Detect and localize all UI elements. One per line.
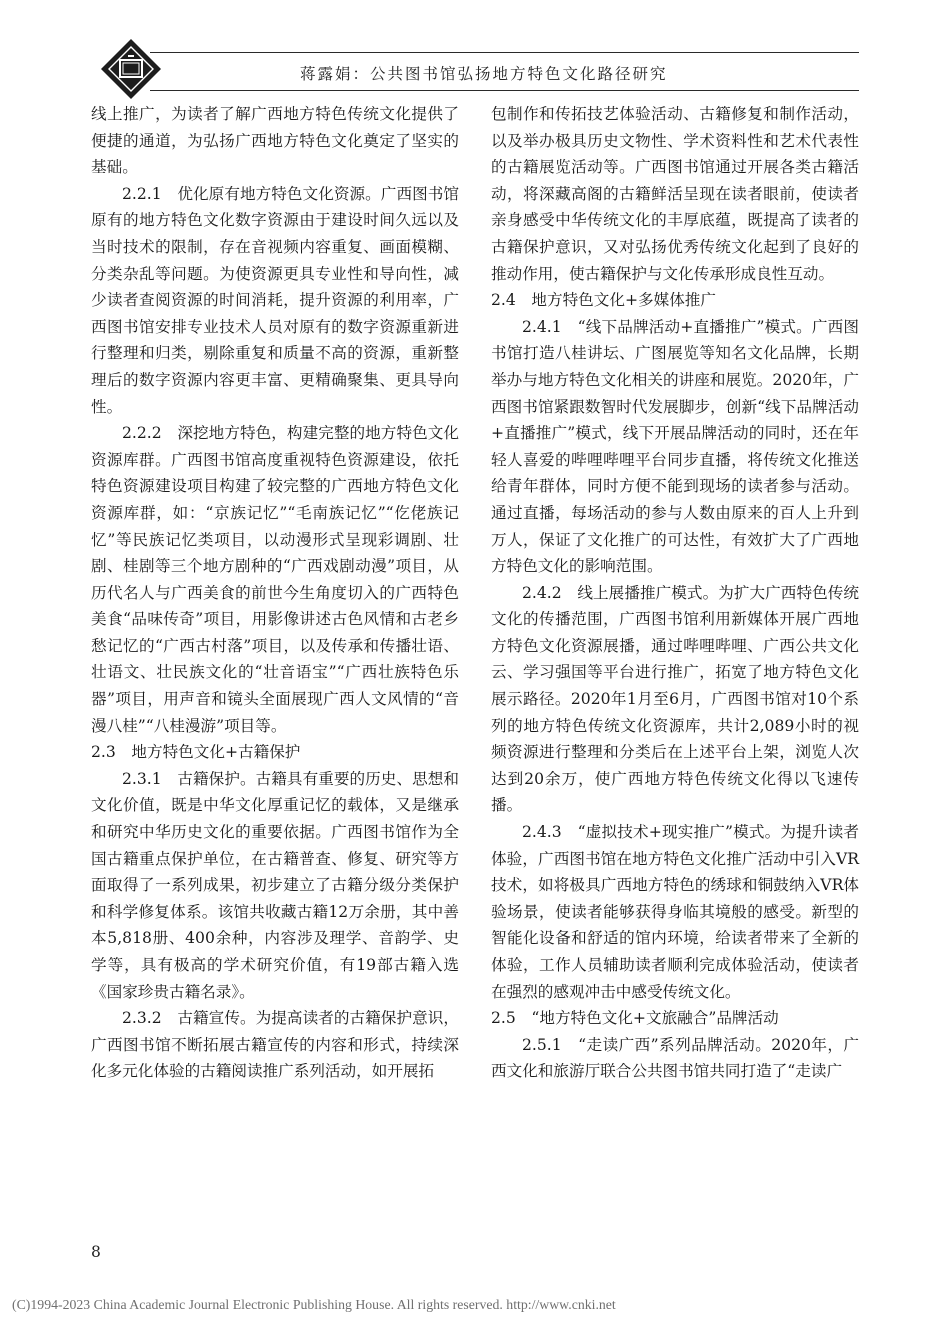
paragraph-2-4-1: 2.4.1 “线下品牌活动+直播推广”模式。广西图书馆打造八桂讲坛、广图展览等知名文化品牌，长期举办与地方特色文化相关的讲座和展览。2020年，广西图书馆紧跟数智时代发展脚步，创新“线下品牌活动+直播推广”模式，线下开展品牌活动的同时，还在年轻人喜爱的哔哩哔哩平台同步直播，将传统文化推送给青年群体，同时方便不能到现场的读者参与活动。通过直播，每场活动的参与人数由原来的百人上升到万人，保证了文化推广的可达性，有效扩大了广西地方特色文化的影响范围。 <box>491 317 859 576</box>
header-rule-top <box>150 52 859 53</box>
header-rule-bottom <box>150 90 859 91</box>
paragraph-2-3-2: 2.3.2 古籍宣传。为提高读者的古籍保护意识，广西图书馆不断拓展古籍宣传的内容和形式，持续深化多元化体验的古籍阅读推广系列活动，如开展拓 <box>91 1009 459 1081</box>
paragraph: 包制作和传拓技艺体验活动、古籍修复和制作活动，以及举办极具历史文物性、学术资料性和艺术代表性的古籍展览活动等。广西图书馆通过开展各类古籍活动，将深藏高阁的古籍鲜活呈现在读者眼前，使读者亲身感受中华传统文化的丰厚底蕴，既提高了读者的古籍保护意识，又对弘扬优秀传统文化起到了良好的推动作用，使古籍保护与文化传承形成良性互动。 <box>491 105 859 283</box>
running-header-title: 蒋露娟：公共图书馆弘扬地方特色文化路径研究 <box>300 65 668 83</box>
copyright-notice: (C)1994-2023 China Academic Journal Electronic Publishing House. All rights reserved. http://www.cnki.net <box>12 1297 616 1312</box>
page-number: 8 <box>91 1243 101 1261</box>
section-heading-2-4: 2.4 地方特色文化+多媒体推广 <box>491 291 716 310</box>
section-heading-2-3: 2.3 地方特色文化+古籍保护 <box>91 743 301 762</box>
paragraph-2-4-2: 2.4.2 线上展播推广模式。为扩大广西特色传统文化的传播范围，广西图书馆利用新媒体开展广西地方特色文化资源展播，通过哔哩哔哩、广西公共文化云、学习强国等平台进行推广，拓宽了地方特色文化展示路径。2020年1月至6月，广西图书馆对10个系列的地方特色传统文化资源库，共计2,089小时的视频资源进行整理和分类后在上述平台上架，浏览人次达到20余万，使广西地方特色传统文化得以飞速传播。 <box>491 583 859 815</box>
paragraph-2-2-2: 2.2.2 深挖地方特色，构建完整的地方特色文化资源库群。广西图书馆高度重视特色资源建设，依托特色资源建设项目构建了较完整的广西地方特色文化资源库群，如：“京族记忆”“毛南族记忆”“仡佬族记忆”等民族记忆类项目，以动漫形式呈现彩调剧、壮剧、桂剧等三个地方剧种的“广西戏剧动漫”项目，从历代名人与广西美食的前世今生角度切入的广西特色美食“品味传奇”项目，用影像讲述古色风情和古老乡愁记忆的“广西古村落”项目，以及传承和传播壮语、壮语文、壮民族文化的“壮音语宝”“广西壮族特色乐器”项目，用声音和镜头全面展现广西人文风情的“音漫八桂”“八桂漫游”项目等。 <box>91 424 459 735</box>
section-heading-2-5: 2.5 “地方特色文化+文旅融合”品牌活动 <box>491 1009 779 1028</box>
right-column <box>491 101 859 1085</box>
paragraph-2-5-1: 2.5.1 “走读广西”系列品牌活动。2020年，广西文化和旅游厅联合公共图书馆共同打造了“走读广 <box>491 1035 859 1081</box>
paragraph: 线上推广，为读者了解广西地方特色传统文化提供了便捷的通道，为弘扬广西地方特色文化奠定了坚实的基础。 <box>91 105 459 177</box>
paragraph-2-3-1: 2.3.1 古籍保护。古籍具有重要的历史、思想和文化价值，既是中华文化厚重记忆的载体，又是继承和研究中华历史文化的重要依据。广西图书馆作为全国古籍重点保护单位，在古籍普查、修复、研究等方面取得了一系列成果，初步建立了古籍分级分类保护和科学修复体系。该馆共收藏古籍12万余册，其中善本5,818册、400余种，内容涉及理学、音韵学、史学等，具有极高的学术研究价值，有19部古籍入选《国家珍贵古籍名录》。 <box>91 769 459 1001</box>
paragraph-2-2-1: 2.2.1 优化原有地方特色文化资源。广西图书馆原有的地方特色文化数字资源由于建设时间久远以及当时技术的限制，存在音视频内容重复、画面模糊、分类杂乱等问题。为使资源更具专业性和导向性，减少读者查阅资源的时间消耗，提升资源的利用率，广西图书馆安排专业技术人员对原有的数字资源重新进行整理和归类，剔除重复和质量不高的资源，重新整理后的数字资源内容更丰富、更精确聚集、更具导向性。 <box>91 184 459 416</box>
paragraph-2-4-3: 2.4.3 “虚拟技术+现实推广”模式。为提升读者体验，广西图书馆在地方特色文化推广活动中引入VR技术，如将极具广西地方特色的绣球和铜鼓纳入VR体验场景，使读者能够获得身临其境般的感受。新型的智能化设备和舒适的馆内环境，给读者带来了全新的体验，工作人员辅助读者顺利完成体验活动，使读者在强烈的感观冲击中感受传统文化。 <box>491 823 859 1001</box>
left-column <box>91 101 459 1085</box>
